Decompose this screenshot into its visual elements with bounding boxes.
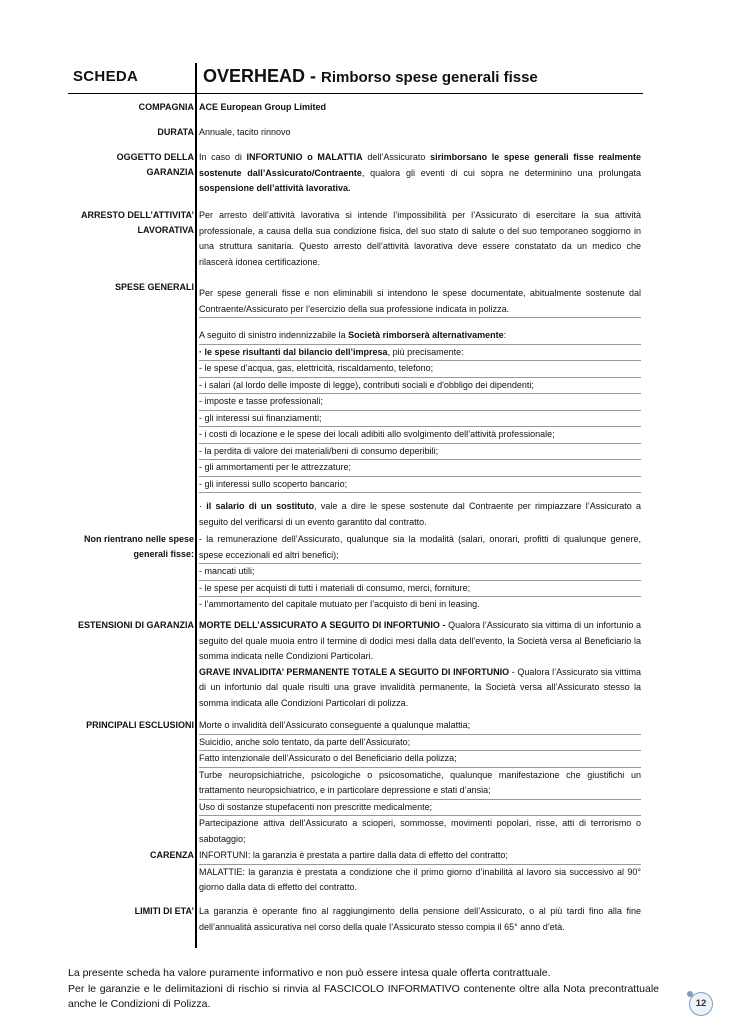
value-durata: Annuale, tacito rinnovo xyxy=(199,127,291,137)
value-estensioni: MORTE DELL’ASSICURATO A SEGUITO DI INFORTUNIO - Qualora l’Assicurato sia vittima di un infortunio a seguito del quale muoia entro il termine di dodici mesi dalla data dell’evento, la Società versa al Beneficiario la somma indicata nelle Condizioni Particolari. GRAVE INVALIDITA’ PERMANENTE TOTALE A SEGUITO DI INFORTUNIO - Qualora l’Assicurato sia vittima di un infortunio dal quale risulti una grave invalidità permanente, la Società versa all’Assicurato stesso la somma indicata alle Condizioni Particolari di polizza. xyxy=(199,620,641,708)
list-item: - gli interessi sullo scoperto bancario; xyxy=(199,477,641,494)
list-item: - mancati utili; xyxy=(199,564,641,581)
list-item: - gli interessi sui finanziamenti; xyxy=(199,411,641,428)
list-item: - la remunerazione dell’Assicurato, qualunque sia la modalità (salari, onorari, profitti di qualunque genere, spese eccezionali ed altri benefici); xyxy=(199,532,641,564)
list-item: Uso di sostanze stupefacenti non prescritte medicalmente; xyxy=(199,800,641,817)
list-item: - imposte e tasse professionali; xyxy=(199,394,641,411)
label-durata: DURATA xyxy=(157,127,194,137)
value-esclusioni xyxy=(199,718,641,847)
label-non-rientrano: Non rientrano nelle spese generali fisse: xyxy=(83,534,194,559)
value-limiti: La garanzia è operante fino al raggiungimento della pensione dell’Assicurato, o al più tardi fino alla fine dell’annualità assicurativa nel corso della quale l’Assicurato stesso compia il 65° anno d’età. xyxy=(199,906,641,932)
value-oggetto: In caso di INFORTUNIO o MALATTIA dell’Assicurato sirimborsano le spese generali fisse realmente sostenute dall’Assicurato/Contraente, qualora gli eventi di cui sopra ne determinino una prolungata sospensione dell’attività lavorativa. xyxy=(199,152,641,193)
label-limiti: LIMITI DI ETA’ xyxy=(134,906,194,916)
spese-intro: Per spese generali fisse e non eliminabili si intendono le spese documentate, abitualmente sostenute dal Contraente/Assicurato per l’esercizio della sua professione indicata in polizza. xyxy=(199,286,641,318)
list-item: Turbe neuropsichiatriche, psicologiche o psicosomatiche, qualunque manifestazione che giustifichi un trattamento neuropsichiatrico, e in particolare depressione e stati d’ansia; xyxy=(199,768,641,800)
list-item: - le spese per acquisti di tutti i materiali di consumo, merci, forniture; xyxy=(199,581,641,598)
footer-line-1: La presente scheda ha valore puramente informativo e non può essere intesa quale offerta contrattuale. xyxy=(68,967,551,979)
value-carenza xyxy=(199,848,641,896)
list-item: - le spese d’acqua, gas, elettricità, riscaldamento, telefono; xyxy=(199,361,641,378)
list-item: - gli ammortamenti per le attrezzature; xyxy=(199,460,641,477)
value-spese-generali xyxy=(199,286,641,530)
spese-salario: · il salario di un sostituto, vale a dire le spese sostenute dal Contraente per rimpiazzare l’Assicurato a seguito del verificarsi di un evento garantito dal contratto. xyxy=(199,501,641,527)
list-item: Morte o invalidità dell’Assicurato conseguente a qualunque malattia; xyxy=(199,718,641,735)
list-item: - la perdita di valore dei materiali/beni di consumo deperibili; xyxy=(199,444,641,461)
title-sub: Rimborso spese generali fisse xyxy=(321,69,538,86)
sheet-label: SCHEDA xyxy=(73,68,139,85)
list-item: - l’ammortamento del capitale mutuato per l’acquisto di beni in leasing. xyxy=(199,599,480,609)
footer-line-2: Per le garanzie e le delimitazioni di rischio si rinvia al FASCICOLO INFORMATIVO contenente oltre alla Nota precontrattuale anche le Condizioni di Polizza. xyxy=(68,982,659,1010)
label-compagnia: COMPAGNIA xyxy=(138,102,194,112)
column-divider xyxy=(195,63,197,948)
value-compagnia: ACE European Group Limited xyxy=(199,102,327,112)
list-item: Suicidio, anche solo tentato, da parte dell’Assicurato; xyxy=(199,735,641,752)
carenza-infortuni: INFORTUNI: la garanzia è prestata a partire dalla data di effetto del contratto; xyxy=(199,848,641,865)
value-non-rientrano xyxy=(199,532,641,613)
carenza-malattie: MALATTIE: la garanzia è prestata a condizione che il primo giorno d’inabilità al lavoro sia successivo al 90° giorno dalla data di effetto del contratto. xyxy=(199,866,641,892)
footer-note xyxy=(68,966,659,1013)
label-arresto: ARRESTO DELL’ATTIVITA’ LAVORATIVA xyxy=(80,210,194,235)
label-spese-generali: SPESE GENERALI xyxy=(114,282,194,292)
spese-seguito: A seguito di sinistro indennizzabile la Società rimborserà alternativamente: xyxy=(199,328,641,345)
sheet-title xyxy=(203,66,538,87)
title-main: OVERHEAD - xyxy=(203,66,322,86)
sheet-header xyxy=(68,63,643,94)
list-item: Partecipazione attiva dell’Assicurato a scioperi, sommosse, movimenti popolari, risse, atti di terrorismo o sabotaggio; xyxy=(199,818,641,844)
spese-bilancio: · le spese risultanti dal bilancio dell’impresa, più precisamente: xyxy=(199,345,641,362)
value-arresto: Per arresto dell’attività lavorativa si intende l’impossibilità per l’Assicurato di esercitare la sua attività professionale, a causa della sua condizione fisica, del suo stato di salute o del suo temporaneo soggiorno in una struttura sanitaria. Questo arresto dell’attività lavorativa deve essere constatato da un medico che rilascerà idonea certificazione. xyxy=(199,210,641,267)
list-item: Fatto intenzionale dell’Assicurato o del Beneficiario della polizza; xyxy=(199,751,641,768)
list-item: - i costi di locazione e le spese dei locali adibiti allo svolgimento dell’attività professionale; xyxy=(199,427,641,444)
page-number: 12 xyxy=(689,992,713,1016)
label-carenza: CARENZA xyxy=(150,850,194,860)
list-item: - i salari (al lordo delle imposte di legge), contributi sociali e d'obbligo dei dipendenti; xyxy=(199,378,641,395)
label-estensioni: ESTENSIONI DI GARANZIA xyxy=(77,620,194,630)
label-oggetto: OGGETTO DELLA GARANZIA xyxy=(116,152,194,177)
label-esclusioni: PRINCIPALI ESCLUSIONI xyxy=(86,720,194,730)
